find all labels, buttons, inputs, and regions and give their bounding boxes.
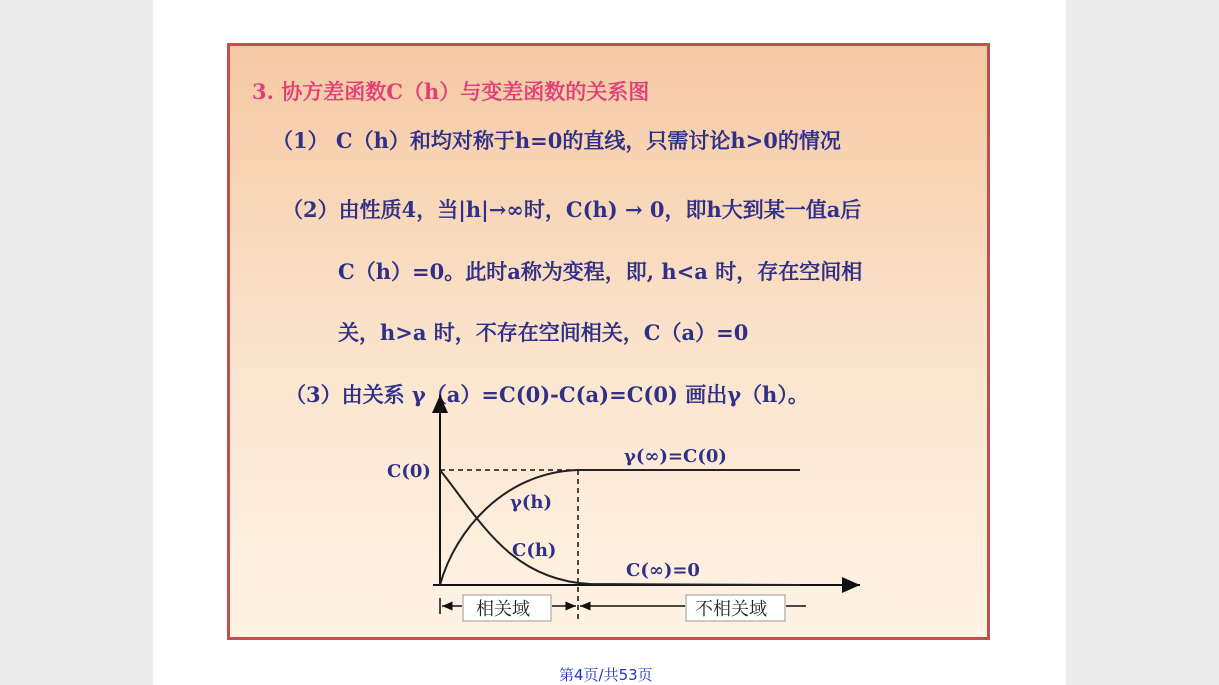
c0-label: C(0) <box>387 461 431 482</box>
gamma-h-label: γ(h) <box>510 492 553 513</box>
c-inf-label: C(∞)=0 <box>626 560 700 581</box>
gamma-inf-label: γ(∞)=C(0) <box>624 446 727 467</box>
text-line-3: C（h）=0。此时a称为变程，即, h<a 时，存在空间相 <box>338 259 863 284</box>
gamma-curve <box>440 470 800 585</box>
range-label: 相关域 <box>476 599 530 620</box>
c-h-label: C(h) <box>512 540 557 561</box>
no-range-label: 不相关域 <box>695 599 767 620</box>
text-line-5: （3）由关系 γ（a）=C(0)-C(a)=C(0) 画出γ（h）。 <box>285 382 809 407</box>
page-number: 第4页/共53页 <box>559 666 653 684</box>
text-line-4: 关，h>a 时，不存在空间相关，C（a）=0 <box>338 320 749 345</box>
slide-title: 3. 协方差函数C（h）与变差函数的关系图 <box>252 79 650 104</box>
covariance-curve <box>440 470 800 585</box>
text-line-2: （2）由性质4，当|h|→∞时，C(h) → 0，即h大到某一值a后 <box>282 197 862 222</box>
text-line-1: （1） C（h）和均对称于h=0的直线，只需讨论h>0的情况 <box>272 128 841 153</box>
